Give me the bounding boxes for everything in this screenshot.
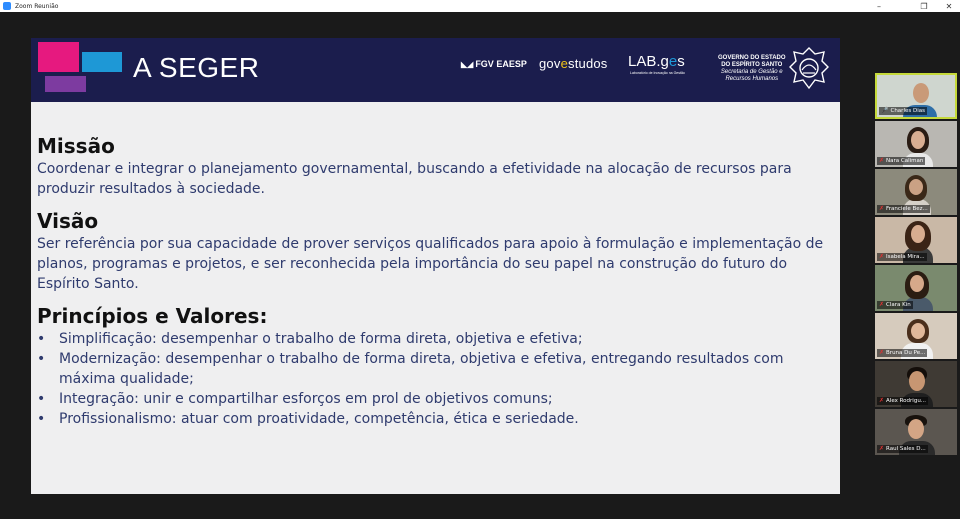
participant-name: Alex Rodrigu... [886, 398, 927, 404]
es-logo-line3: Secretaria de Gestão e [720, 69, 783, 75]
participant-tile[interactable] [875, 217, 957, 263]
fgv-logo [461, 59, 527, 69]
participant-face [909, 179, 923, 195]
slide-header [31, 38, 840, 102]
bullet-icon: • [37, 391, 46, 407]
labges-subtitle: Laboratório de Inovação na Gestão [630, 71, 685, 75]
participant-name: Bruna Du Pe... [886, 350, 926, 356]
govestudos-logo [539, 56, 608, 71]
participant-face [909, 371, 925, 391]
labges-suffix: s [677, 53, 685, 70]
es-government-logo [718, 55, 786, 83]
principios-list [37, 329, 835, 429]
participant-tile[interactable] [875, 73, 957, 119]
mic-muted-icon: ✗ [879, 157, 885, 164]
participant-name-label [877, 205, 930, 213]
list-item-text: Modernização: desempenhar o trabalho de forma direta, objetiva e efetiva, entregando resultados com máxima qualidade; [59, 351, 784, 387]
govestudos-accent: e [560, 56, 568, 71]
labges-accent: e [668, 53, 678, 70]
list-item [37, 409, 835, 429]
participant-name-label [877, 397, 928, 405]
participant-name-label [879, 107, 927, 115]
participant-name: Clara Kin [886, 302, 911, 308]
participant-name-label [877, 301, 913, 309]
participant-name: Isabela Mira... [886, 254, 925, 260]
mic-muted-icon: ✗ [879, 205, 885, 212]
meeting-stage [0, 12, 960, 519]
bullet-icon: • [37, 331, 46, 347]
participant-face [911, 323, 925, 339]
close-button[interactable]: ✕ [945, 1, 953, 11]
participant-tile[interactable] [875, 265, 957, 311]
decor-square-blue [82, 52, 122, 72]
participant-tile[interactable] [875, 169, 957, 215]
window-title: Zoom Reunião [15, 2, 59, 10]
missao-heading: Missão [37, 134, 115, 158]
list-item-text: Integração: unir e compartilhar esforços em prol de objetivos comuns; [59, 391, 553, 407]
principios-heading: Princípios e Valores: [37, 304, 268, 328]
mic-muted-icon: ✗ [879, 301, 885, 308]
participant-name-label [877, 445, 928, 453]
participant-name: Franciele Bez... [886, 206, 928, 212]
participant-face [908, 419, 924, 439]
mic-muted-icon: ✗ [879, 397, 885, 404]
maximize-button[interactable]: ❐ [920, 1, 928, 11]
participant-face [913, 83, 929, 103]
list-item [37, 389, 835, 409]
fgv-mark-icon: ◣◢ [461, 59, 474, 69]
visao-text: Ser referência por sua capacidade de prover serviços qualificados para apoio à formulação e implementação de planos, programas e projetos, e ser reconhecida pela importância do seu papel na construção do futuro do Espírito Santo. [37, 236, 824, 292]
es-logo-line1: GOVERNO DO ESTADO [718, 55, 786, 61]
participant-tile[interactable] [875, 361, 957, 407]
participant-name-label [877, 349, 927, 357]
participant-tile[interactable] [875, 409, 957, 455]
es-logo-line2: DO ESPÍRITO SANTO [721, 62, 783, 68]
mic-on-icon: 🎤 [881, 107, 889, 114]
govestudos-prefix: gov [539, 56, 561, 71]
slide-title: A SEGER [133, 52, 260, 83]
fgv-logo-text: FGV EAESP [475, 59, 527, 69]
list-item [37, 349, 835, 389]
shared-slide [31, 38, 840, 494]
participant-name: Nara Caliman [886, 158, 924, 164]
participant-face [910, 275, 924, 292]
visao-heading: Visão [37, 209, 99, 233]
decor-square-purple [45, 76, 86, 92]
labges-logo [628, 53, 685, 70]
decor-square-pink [38, 42, 79, 72]
list-item-text: Simplificação: desempenhar o trabalho de forma direta, objetiva e efetiva; [59, 331, 583, 347]
es-logo-line4: Recursos Humanos [725, 76, 779, 82]
list-item [37, 329, 835, 349]
missao-text: Coordenar e integrar o planejamento governamental, buscando a efetividade na alocação de recursos para produzir resultados à sociedade. [37, 161, 792, 197]
govestudos-suffix: studos [568, 56, 608, 71]
slide-content [37, 134, 835, 429]
mic-muted-icon: ✗ [879, 253, 885, 260]
participant-name: Charles Dias [890, 108, 925, 114]
participant-face [911, 225, 925, 243]
bullet-icon: • [37, 411, 46, 427]
participant-tile[interactable] [875, 313, 957, 359]
mic-muted-icon: ✗ [879, 445, 885, 452]
labges-prefix: LAB.g [628, 53, 669, 70]
participant-name-label [877, 253, 927, 261]
state-crest-icon [788, 46, 830, 92]
mic-muted-icon: ✗ [879, 349, 885, 356]
participant-face [911, 131, 925, 149]
participant-name: Raul Sales D... [886, 446, 926, 452]
participant-name-label [877, 157, 925, 165]
minimize-button[interactable]: – [877, 1, 881, 11]
bullet-icon: • [37, 351, 46, 367]
window-titlebar [0, 0, 960, 12]
participant-tile[interactable] [875, 121, 957, 167]
list-item-text: Profissionalismo: atuar com proatividade, competência, ética e seriedade. [59, 411, 579, 427]
zoom-app-icon [3, 2, 11, 10]
